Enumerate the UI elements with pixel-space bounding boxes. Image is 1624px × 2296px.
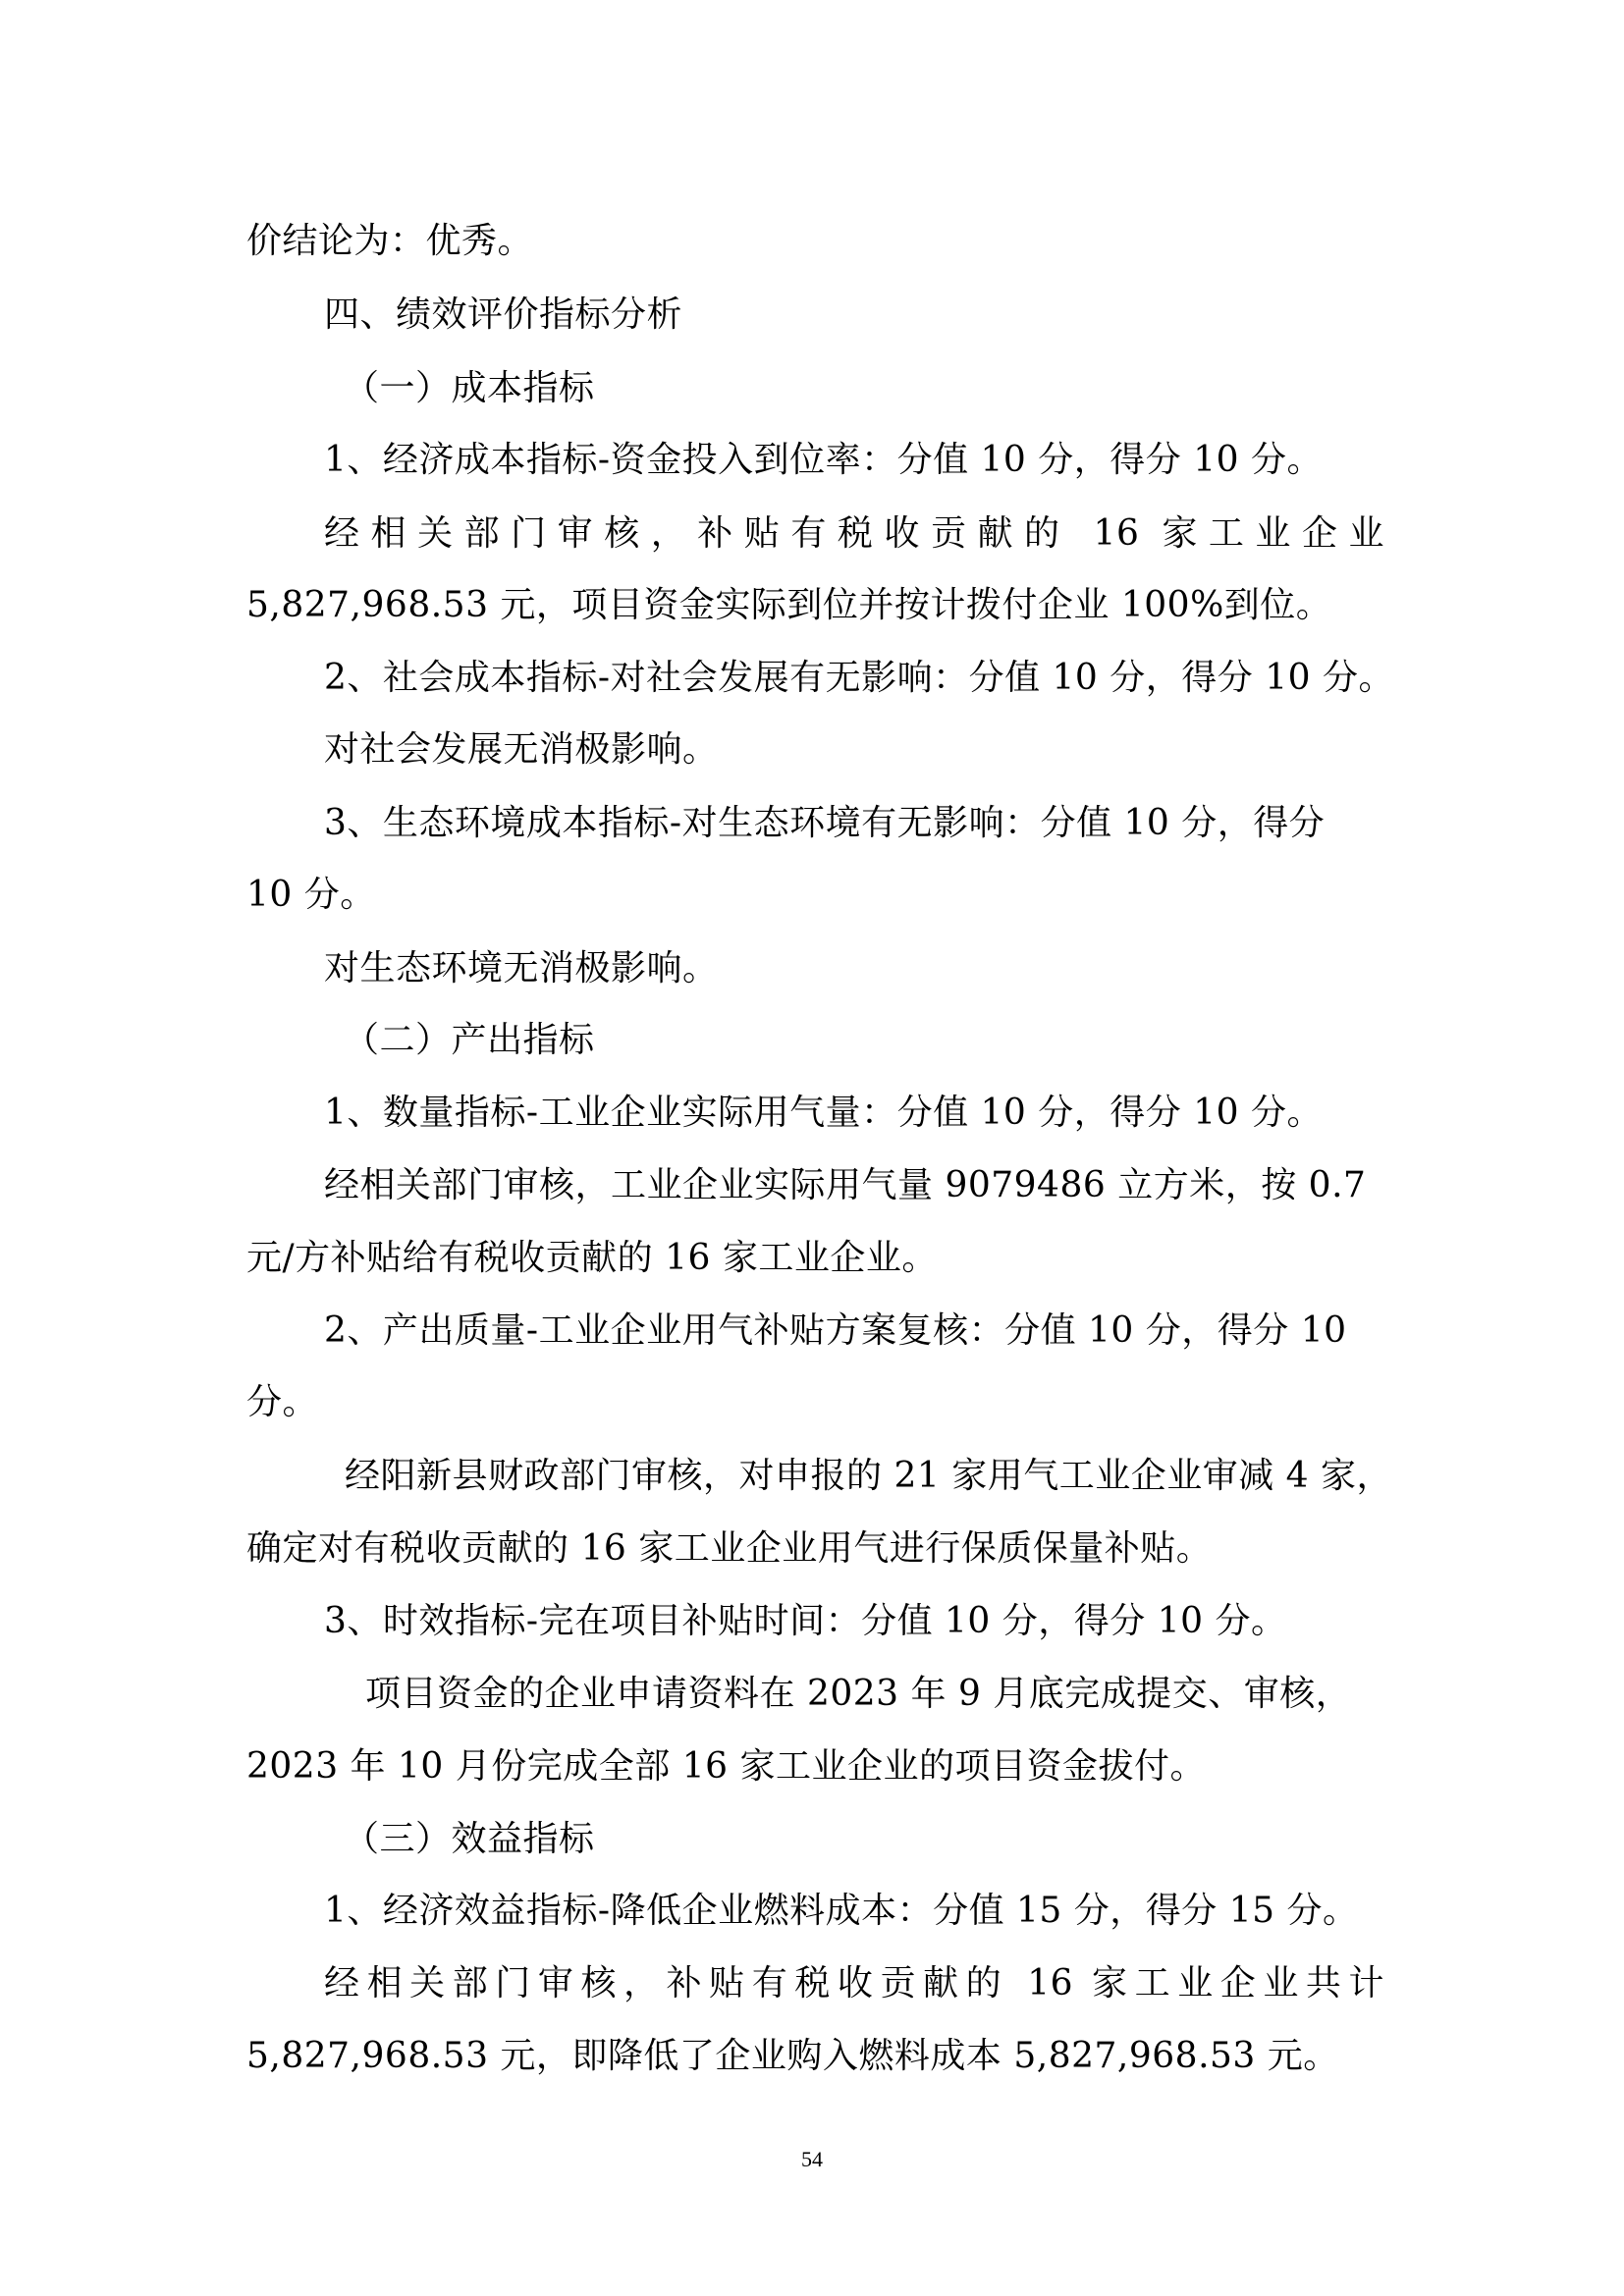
text-line: 确定对有税收贡献的 16 家工业企业用气进行保质保量补贴。 — [246, 1528, 1213, 1569]
page-number: 54 — [801, 2147, 823, 2171]
text-line: 1、经济效益指标-降低企业燃料成本：分值 15 分，得分 15 分。 — [324, 1891, 1359, 1931]
subsection-heading: （三）效益指标 — [344, 1819, 595, 1859]
text-line: 3、时效指标-完在项目补贴时间：分值 10 分，得分 10 分。 — [324, 1601, 1287, 1641]
text-line: 经阳新县财政部门审核，对申报的 21 家用气工业企业审减 4 家， — [345, 1456, 1392, 1496]
text-line: 经相关部门审核，补贴有税收贡献的 16 家工业企业 — [324, 513, 1384, 554]
text-line: 5,827,968.53 元，项目资金实际到位并按计拨付企业 100%到位。 — [246, 585, 1332, 625]
text-line: 10 分。 — [246, 875, 376, 915]
text-line: 经相关部门审核，工业企业实际用气量 9079486 立方米，按 0.7 — [324, 1165, 1367, 1205]
subsection-heading: （一）成本指标 — [344, 368, 595, 408]
text-line: 1、数量指标-工业企业实际用气量：分值 10 分，得分 10 分。 — [324, 1093, 1323, 1133]
text-line: 对生态环境无消极影响。 — [324, 948, 719, 988]
text-line: 5,827,968.53 元，即降低了企业购入燃料成本 5,827,968.53 元。 — [246, 2036, 1339, 2076]
text-line: 2023 年 10 月份完成全部 16 家工业企业的项目资金拔付。 — [246, 1746, 1206, 1787]
text-line: 元/方补贴给有税收贡献的 16 家工业企业。 — [246, 1238, 938, 1278]
text-line: 分。 — [246, 1382, 319, 1422]
subsection-heading: （二）产出指标 — [344, 1020, 595, 1060]
text-line: 经相关部门审核，补贴有税收贡献的 16 家工业企业共计 — [324, 1963, 1384, 2003]
text-line: 1、经济成本指标-资金投入到位率：分值 10 分，得分 10 分。 — [324, 440, 1323, 480]
text-line: 对社会发展无消极影响。 — [324, 729, 719, 770]
text-line: 2、产出质量-工业企业用气补贴方案复核：分值 10 分，得分 10 — [324, 1310, 1347, 1351]
section-heading: 四、绩效评价指标分析 — [324, 294, 683, 335]
text-line: 3、生态环境成本指标-对生态环境有无影响：分值 10 分，得分 — [324, 803, 1326, 843]
text-line: 2、社会成本指标-对社会发展有无影响：分值 10 分，得分 10 分。 — [324, 658, 1394, 698]
text-line: 价结论为：优秀。 — [246, 221, 534, 261]
text-line: 项目资金的企业申请资料在 2023 年 9 月底完成提交、审核， — [365, 1674, 1352, 1714]
